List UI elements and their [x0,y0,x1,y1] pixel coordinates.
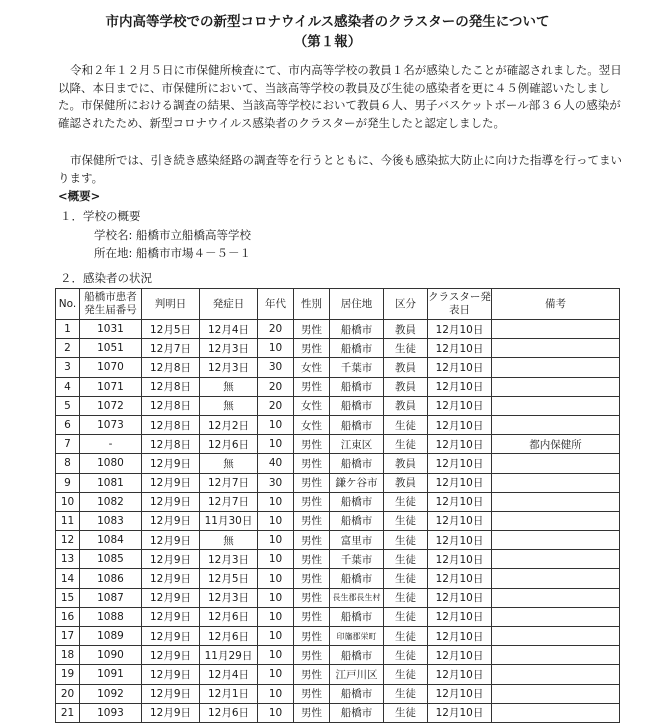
table-cell: 12月6日 [200,435,258,454]
table-cell: 20 [56,684,80,703]
table-cell: 江戸川区 [330,665,384,684]
table-cell [492,550,620,569]
table-cell: 11月30日 [200,511,258,530]
table-row [56,339,620,358]
table-cell: 5 [56,396,80,415]
table-cell: 船橋市 [330,396,384,415]
table-cell: 20 [258,396,294,415]
table-row [56,396,620,415]
table-row [56,454,620,473]
table-cell: 18 [56,646,80,665]
table-cell: 12月8日 [142,415,200,434]
table-cell: 12月5日 [142,320,200,339]
table-body [56,320,620,723]
table-cell: 生徒 [384,339,428,358]
table-row [56,531,620,550]
table-row [56,607,620,626]
table-cell: 男性 [294,703,330,722]
table-cell: 12月9日 [142,703,200,722]
table-cell: 12月9日 [142,607,200,626]
table-row [56,627,620,646]
table-cell: 20 [258,320,294,339]
table-cell: 船橋市 [330,454,384,473]
table-row [56,550,620,569]
table-cell: 20 [258,377,294,396]
table-cell: 教員 [384,320,428,339]
table-cell [492,569,620,588]
table-cell: 8 [56,454,80,473]
table-cell: 12月9日 [142,665,200,684]
column-header: No. [56,289,80,320]
table-cell [492,339,620,358]
table-cell: 生徒 [384,550,428,569]
table-cell: 12月10日 [428,339,492,358]
table-cell: 12月10日 [428,646,492,665]
column-header: 発症日 [200,289,258,320]
table-cell [492,646,620,665]
table-cell: 女性 [294,415,330,434]
table-cell: 12月9日 [142,473,200,492]
table-cell: 17 [56,627,80,646]
table-cell: 12月1日 [200,684,258,703]
table-cell: 千葉市 [330,358,384,377]
table-row [56,588,620,607]
table-cell: 無 [200,454,258,473]
table-cell: 10 [258,492,294,511]
table-cell: 1085 [80,550,142,569]
table-cell: 16 [56,607,80,626]
table-cell: 10 [258,665,294,684]
table-cell: 30 [258,473,294,492]
table-cell: 12月10日 [428,607,492,626]
table-cell: 10 [258,511,294,530]
document-title: 市内高等学校での新型コロナウイルス感染者のクラスターの発生について [105,14,550,30]
table-cell: 12月10日 [428,377,492,396]
table-cell: 男性 [294,339,330,358]
table-cell: 1087 [80,588,142,607]
intro-paragraph-text: 令和２年１２月５日に市保健所検査にて、市内高等学校の教員１名が感染したことが確認されました。翌日以降、本日までに、市保健所において、当該高等学校の教員及び生徒の感染者を更に４５例確認いたしました。市保健所における調査の結果、当該高等学校において教員６人、男子バスケットボール部３６人の感染が確認されたため、新型コロナウイルス感染者のクラスターが発生したと認定しました。 [58,63,622,130]
table-cell: 1073 [80,415,142,434]
table-cell: 1084 [80,531,142,550]
table-cell: 12月8日 [142,358,200,377]
intro-paragraph [58,62,628,132]
table-cell: 1091 [80,665,142,684]
table-cell: 10 [258,339,294,358]
table-cell: 1070 [80,358,142,377]
table-cell: 船橋市 [330,492,384,511]
table-cell: 男性 [294,377,330,396]
table-cell: 無 [200,531,258,550]
table-cell: 13 [56,550,80,569]
table-cell: 11月29日 [200,646,258,665]
column-header: クラスター発表日 [428,289,492,320]
table-cell: 女性 [294,396,330,415]
table-cell: 生徒 [384,569,428,588]
table-cell: 12月9日 [142,684,200,703]
table-cell: 男性 [294,665,330,684]
table-cell: 生徒 [384,684,428,703]
table-cell [492,358,620,377]
table-cell: 1092 [80,684,142,703]
table-cell: 教員 [384,377,428,396]
table-cell: 生徒 [384,511,428,530]
table-cell: 10 [258,684,294,703]
table-cell: 12月10日 [428,396,492,415]
cases-table [55,288,620,723]
table-cell: 船橋市 [330,569,384,588]
table-cell: 12月10日 [428,415,492,434]
table-row [56,665,620,684]
table-cell [492,511,620,530]
table-cell: 10 [258,531,294,550]
table-cell: 無 [200,396,258,415]
table-cell: 1090 [80,646,142,665]
table-cell [492,396,620,415]
table-cell: 12月10日 [428,665,492,684]
table-cell: 男性 [294,627,330,646]
table-cell: 12月9日 [142,588,200,607]
followup-paragraph [58,152,628,187]
table-cell: 12月8日 [142,435,200,454]
table-cell: 生徒 [384,665,428,684]
table-cell: 船橋市 [330,320,384,339]
table-cell: 富里市 [330,531,384,550]
table-cell: 10 [258,646,294,665]
table-cell: 12月9日 [142,454,200,473]
table-row [56,358,620,377]
table-cell [492,492,620,511]
table-cell: 12月9日 [142,646,200,665]
school-name: 学校名: 船橋市立船橋高等学校 [94,228,252,242]
table-cell: 男性 [294,435,330,454]
followup-paragraph-text: 市保健所では、引き続き感染経路の調査等を行うとともに、今後も感染拡大防止に向けた指導を行ってまいります。 [58,153,622,185]
table-cell: 男性 [294,646,330,665]
table-row [56,703,620,722]
table-cell: 12月3日 [200,339,258,358]
table-cell: 19 [56,665,80,684]
table-cell: 12月8日 [142,377,200,396]
table-cell [492,588,620,607]
table-cell: 12月7日 [200,492,258,511]
table-cell: 12月10日 [428,550,492,569]
table-cell: 10 [258,703,294,722]
table-cell: 4 [56,377,80,396]
table-cell [492,473,620,492]
table-cell: 1089 [80,627,142,646]
table-cell: 男性 [294,588,330,607]
table-cell: 1080 [80,454,142,473]
table-cell: 12月9日 [142,511,200,530]
table-cell [492,665,620,684]
table-cell: 12月2日 [200,415,258,434]
table-cell: 12月8日 [142,396,200,415]
table-cell: 鎌ケ谷市 [330,473,384,492]
school-overview-heading: １．学校の概要 [60,209,141,223]
table-cell: 生徒 [384,492,428,511]
table-cell: 船橋市 [330,703,384,722]
table-cell: 2 [56,339,80,358]
table-row [56,511,620,530]
table-cell: 船橋市 [330,607,384,626]
table-cell [492,531,620,550]
table-row [56,415,620,434]
table-cell: 12月10日 [428,627,492,646]
table-cell: 7 [56,435,80,454]
table-row [56,569,620,588]
table-row [56,473,620,492]
table-cell: 江東区 [330,435,384,454]
report-number: （第１報） [293,34,362,50]
table-cell: 21 [56,703,80,722]
table-cell: 男性 [294,531,330,550]
table-cell: 12月10日 [428,531,492,550]
table-cell: 教員 [384,473,428,492]
table-cell: 12月10日 [428,511,492,530]
table-cell: 10 [258,569,294,588]
table-cell: 船橋市 [330,415,384,434]
table-cell: 男性 [294,550,330,569]
table-cell [492,377,620,396]
table-cell: 3 [56,358,80,377]
table-cell: 10 [56,492,80,511]
table-cell: 船橋市 [330,511,384,530]
table-cell: 生徒 [384,588,428,607]
table-cell [492,320,620,339]
table-cell: 12月6日 [200,627,258,646]
table-cell: 船橋市 [330,684,384,703]
table-cell: 12月3日 [200,588,258,607]
table-cell: 男性 [294,607,330,626]
table-cell: 12月9日 [142,492,200,511]
table-cell: 生徒 [384,531,428,550]
table-cell: 男性 [294,320,330,339]
table-row [56,646,620,665]
column-header: 居住地 [330,289,384,320]
table-cell: 印旛郡栄町 [330,627,384,646]
table-cell: 1051 [80,339,142,358]
table-cell: 男性 [294,473,330,492]
table-cell [492,415,620,434]
table-cell [492,684,620,703]
table-cell: 12月10日 [428,569,492,588]
table-cell: 1083 [80,511,142,530]
table-cell: 生徒 [384,435,428,454]
table-cell: 12月4日 [200,665,258,684]
table-cell: 1081 [80,473,142,492]
table-cell: - [80,435,142,454]
table-cell: 1071 [80,377,142,396]
table-cell: 10 [258,550,294,569]
table-cell: 教員 [384,358,428,377]
column-header: 備考 [492,289,620,320]
table-cell: 10 [258,627,294,646]
table-cell: 船橋市 [330,377,384,396]
table-cell: 14 [56,569,80,588]
table-cell: 40 [258,454,294,473]
table-cell: 生徒 [384,415,428,434]
table-cell: 都内保健所 [492,435,620,454]
table-cell: 1031 [80,320,142,339]
table-cell: 12月6日 [200,607,258,626]
table-cell: 10 [258,435,294,454]
column-header: 船橋市患者発生届番号 [80,289,142,320]
table-cell: 11 [56,511,80,530]
table-cell: 12月6日 [200,703,258,722]
table-cell: 1088 [80,607,142,626]
table-cell: 教員 [384,454,428,473]
table-row [56,492,620,511]
table-cell [492,454,620,473]
table-cell: 生徒 [384,646,428,665]
column-header: 判明日 [142,289,200,320]
table-cell [492,627,620,646]
table-cell: 10 [258,607,294,626]
table-row [56,684,620,703]
table-cell: 12月10日 [428,703,492,722]
school-address: 所在地: 船橋市市場４－５－１ [94,246,252,260]
table-cell [492,703,620,722]
table-cell [492,607,620,626]
table-cell: 10 [258,588,294,607]
table-cell: 生徒 [384,607,428,626]
table-cell: 男性 [294,569,330,588]
column-header: 性別 [294,289,330,320]
table-cell: 12月9日 [142,627,200,646]
table-cell: 12月7日 [142,339,200,358]
table-cell: 千葉市 [330,550,384,569]
table-cell: 生徒 [384,627,428,646]
table-cell: 女性 [294,358,330,377]
table-cell: 男性 [294,454,330,473]
table-cell: 1 [56,320,80,339]
table-cell: 男性 [294,511,330,530]
column-header: 年代 [258,289,294,320]
table-cell: 12月5日 [200,569,258,588]
table-cell: 12月10日 [428,588,492,607]
table-cell: 教員 [384,396,428,415]
table-cell: 10 [258,415,294,434]
table-cell: 12月3日 [200,358,258,377]
overview-heading: <概要> [58,189,101,203]
table-cell: 12月10日 [428,454,492,473]
table-row [56,320,620,339]
column-header: 区分 [384,289,428,320]
table-cell: 12月4日 [200,320,258,339]
table-cell: 1072 [80,396,142,415]
table-cell: 男性 [294,492,330,511]
table-cell: 30 [258,358,294,377]
table-header-row [56,289,620,320]
table-cell: 1086 [80,569,142,588]
table-cell: 12月3日 [200,550,258,569]
table-cell: 生徒 [384,703,428,722]
table-cell: 12月10日 [428,320,492,339]
table-cell: 船橋市 [330,339,384,358]
table-cell: 12月10日 [428,473,492,492]
table-row [56,377,620,396]
table-cell: 6 [56,415,80,434]
table-cell: 1082 [80,492,142,511]
table-row [56,435,620,454]
table-cell: 1093 [80,703,142,722]
table-cell: 船橋市 [330,646,384,665]
table-cell: 12月10日 [428,492,492,511]
table-cell: 長生郡長生村 [330,588,384,607]
table-cell: 9 [56,473,80,492]
table-cell: 15 [56,588,80,607]
table-cell: 12月7日 [200,473,258,492]
table-cell: 12 [56,531,80,550]
table-cell: 12月9日 [142,550,200,569]
table-cell: 12月9日 [142,531,200,550]
table-cell: 12月10日 [428,684,492,703]
table-cell: 男性 [294,684,330,703]
cases-heading: ２．感染者の状況 [60,271,152,285]
table-cell: 無 [200,377,258,396]
table-cell: 12月9日 [142,569,200,588]
table-cell: 12月10日 [428,435,492,454]
table-cell: 12月10日 [428,358,492,377]
